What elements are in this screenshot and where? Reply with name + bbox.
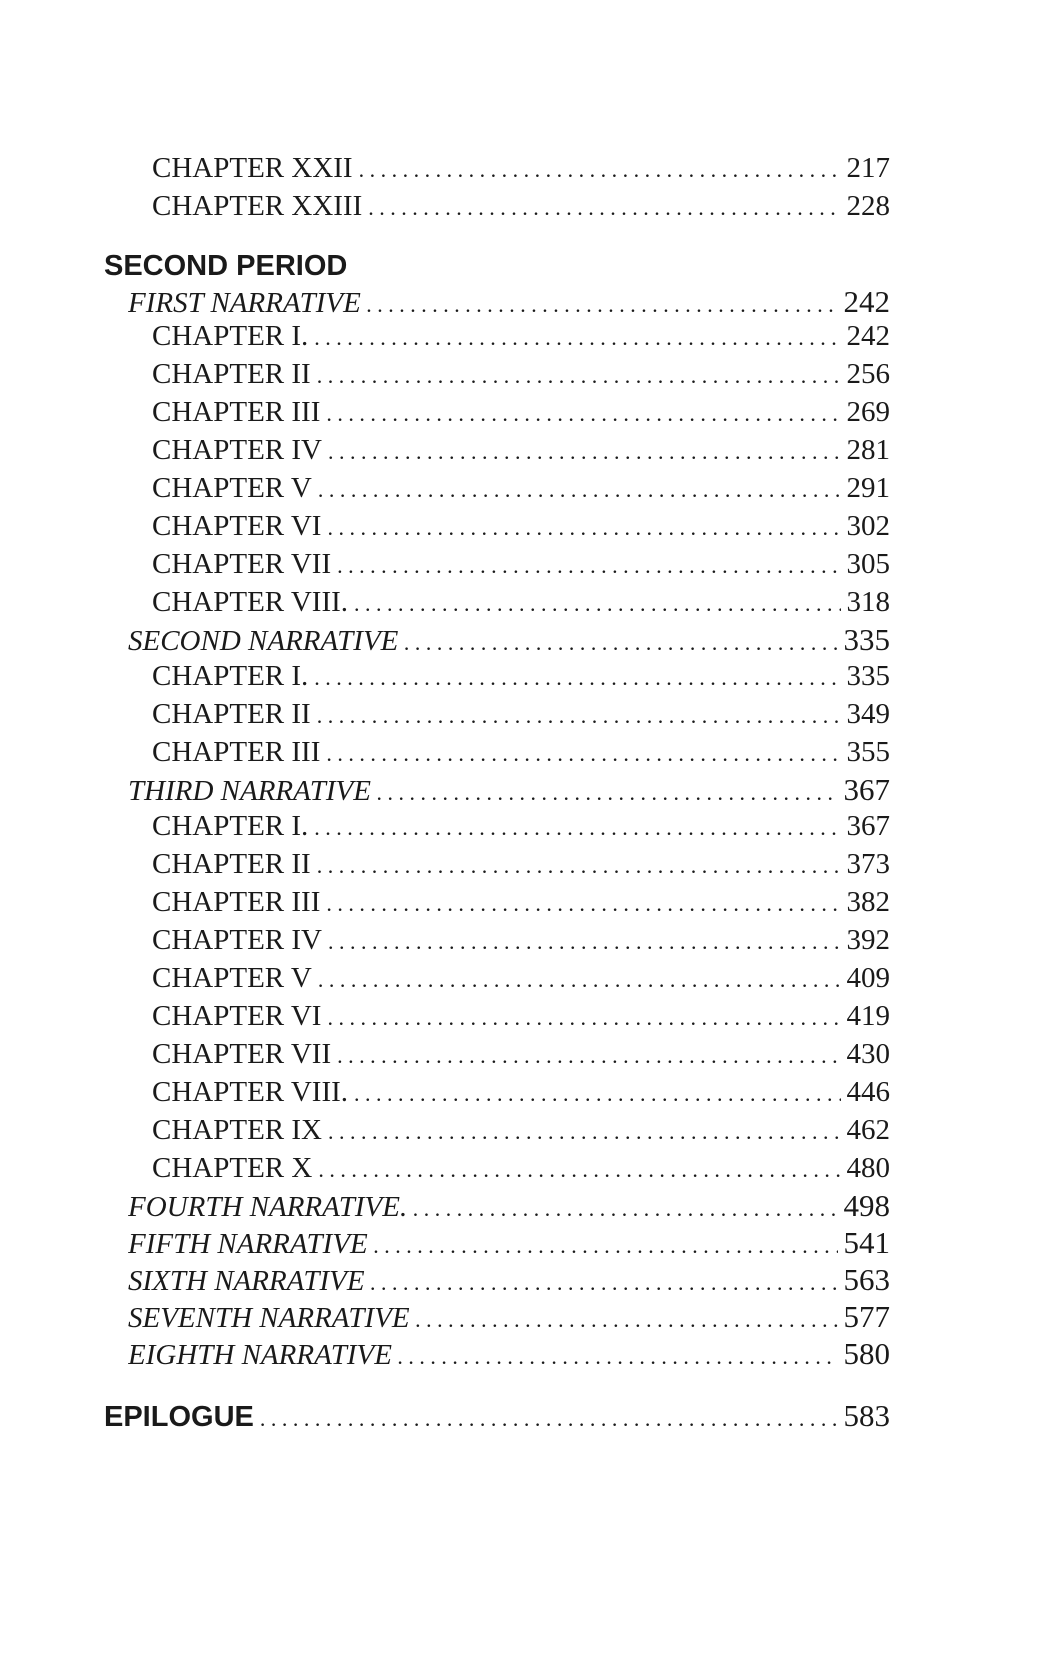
entry-page: 349 [846,698,890,730]
entry-title: FIRST NARRATIVE [128,287,361,319]
toc-entry-fifth-narrative[interactable] [128,1225,890,1261]
entry-page: 446 [846,1076,890,1108]
entry-page: 583 [843,1398,890,1433]
entry-title: SECOND NARRATIVE [128,625,399,657]
entry-page: 217 [846,152,890,184]
toc-entry-eighth-narrative[interactable] [128,1336,890,1372]
entry-title: CHAPTER II [152,358,311,390]
entry-title: CHAPTER VI [152,1000,322,1032]
entry-title: CHAPTER V [152,472,312,504]
entry-page: 335 [843,622,890,657]
toc-entry-chapter[interactable] [152,810,890,846]
entry-page: 291 [846,472,890,504]
entry-page: 355 [846,736,890,768]
toc-entry-chapter[interactable] [152,660,890,696]
entry-page: 242 [846,320,890,352]
toc-entry-chapter[interactable] [152,736,890,772]
toc-entry-chapter[interactable] [152,510,890,546]
entry-title: SEVENTH NARRATIVE [128,1302,410,1334]
entry-page: 409 [846,962,890,994]
entry-title: CHAPTER III [152,886,321,918]
toc-entry-epilogue[interactable] [104,1398,890,1434]
entry-title: CHAPTER VIII. [152,586,349,618]
entry-title: CHAPTER IX [152,1114,322,1146]
entry-page: 462 [846,1114,890,1146]
toc-entry-chapter[interactable] [152,434,890,470]
entry-title: EPILOGUE [104,1401,254,1433]
entry-title: CHAPTER XXIII [152,190,363,222]
toc-entry-chapter[interactable] [152,1152,890,1188]
toc-entry-chapter[interactable] [152,548,890,584]
toc-entry-chapter[interactable] [152,320,890,356]
entry-title: CHAPTER VIII. [152,1076,349,1108]
toc-entry-third-narrative[interactable] [128,772,890,808]
entry-page: 392 [846,924,890,956]
entry-title: CHAPTER VII [152,1038,332,1070]
entry-page: 580 [843,1336,890,1371]
toc-entry-fourth-narrative[interactable] [128,1188,890,1224]
section-heading-second-period: SECOND PERIOD [104,250,348,282]
toc-entry-second-narrative[interactable] [128,622,890,658]
entry-page: 228 [846,190,890,222]
entry-page: 305 [846,548,890,580]
entry-page: 541 [843,1225,890,1260]
entry-page: 498 [843,1188,890,1223]
toc-entry-chapter[interactable] [152,1038,890,1074]
entry-page: 242 [843,284,890,319]
entry-page: 302 [846,510,890,542]
toc-entry-chapter[interactable] [152,472,890,508]
entry-page: 335 [846,660,890,692]
entry-page: 269 [846,396,890,428]
entry-title: CHAPTER II [152,698,311,730]
entry-page: 563 [843,1262,890,1297]
entry-page: 419 [846,1000,890,1032]
entry-page: 318 [846,586,890,618]
entry-title: CHAPTER IV [152,434,322,466]
toc-entry-chapter[interactable] [152,962,890,998]
entry-title: FOURTH NARRATIVE. [128,1191,408,1223]
entry-title: CHAPTER IV [152,924,322,956]
entry-title: CHAPTER V [152,962,312,994]
entry-title: FIFTH NARRATIVE [128,1228,368,1260]
entry-title: CHAPTER II [152,848,311,880]
toc-entry-first-narrative[interactable] [128,284,890,320]
toc-entry-chapter[interactable] [152,698,890,734]
entry-title: CHAPTER I. [152,810,309,842]
entry-page: 256 [846,358,890,390]
entry-title: CHAPTER VI [152,510,322,542]
toc-entry-seventh-narrative[interactable] [128,1299,890,1335]
entry-page: 430 [846,1038,890,1070]
toc-entry-chapter-xxii[interactable] [152,152,890,188]
entry-title: CHAPTER III [152,736,321,768]
entry-page: 373 [846,848,890,880]
toc-entry-chapter[interactable] [152,1000,890,1036]
toc-entry-chapter[interactable] [152,586,890,622]
entry-page: 367 [843,772,890,807]
toc-entry-chapter-xxiii[interactable] [152,190,890,226]
entry-page: 367 [846,810,890,842]
toc-entry-sixth-narrative[interactable] [128,1262,890,1298]
entry-title: CHAPTER III [152,396,321,428]
toc-entry-chapter[interactable] [152,396,890,432]
toc-entry-chapter[interactable] [152,886,890,922]
entry-page: 577 [843,1299,890,1334]
entry-page: 382 [846,886,890,918]
entry-title: THIRD NARRATIVE [128,775,371,807]
entry-title: CHAPTER I. [152,660,309,692]
entry-title: CHAPTER I. [152,320,309,352]
toc-entry-chapter[interactable] [152,1076,890,1112]
toc-entry-chapter[interactable] [152,1114,890,1150]
entry-page: 480 [846,1152,890,1184]
toc-entry-chapter[interactable] [152,358,890,394]
entry-title: SIXTH NARRATIVE [128,1265,365,1297]
entry-title: EIGHTH NARRATIVE [128,1339,392,1371]
toc-entry-chapter[interactable] [152,924,890,960]
entry-title: CHAPTER XXII [152,152,353,184]
toc-entry-chapter[interactable] [152,848,890,884]
entry-page: 281 [846,434,890,466]
entry-title: CHAPTER X [152,1152,313,1184]
entry-title: CHAPTER VII [152,548,332,580]
